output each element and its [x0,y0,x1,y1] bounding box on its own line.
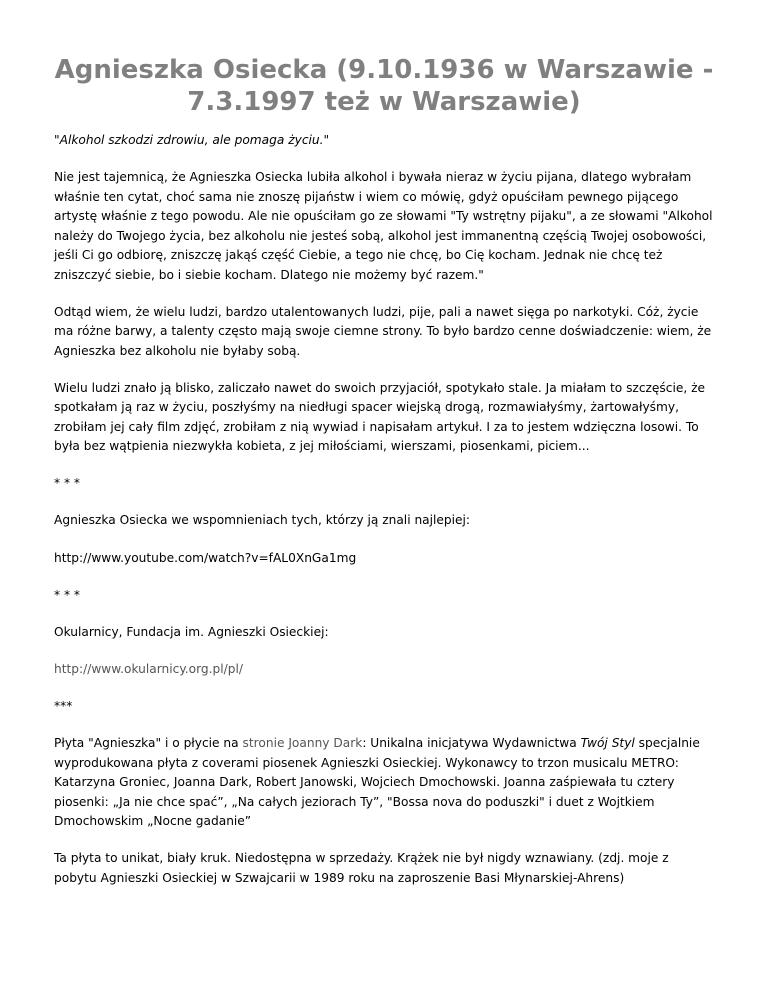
paragraph-meeting: Wielu ludzi znało ją blisko, zaliczało nawet do swoich przyjaciół, spotykało stale. Ja miałam to szczęście, że spotkałam ją raz w życiu, poszłyśmy na niedługi spacer wiejską drogą, rozmawiałyśmy, żartowałyśmy, zrobiłam jej cały film zdjęć, zrobiłam z nią wywiad i napisałam artykuł. I za to jestem wdzięczna losowi. To była bez wątpienia niezwykła kobieta, z jej miłościami, wierszami, piosenkami, piciem... [54,380,705,454]
paragraph-alcohol: Nie jest tajemnicą, że Agnieszka Osiecka lubiła alkohol i bywała nieraz w życiu pijana, dlatego wybrałam właśnie ten cytat, choć sama nie znoszę pijaństw i wiem co mówię, gdyż opuściłam pewnego pijącego artystę właśnie z tego powodu. Ale nie opuściłam go ze słowami "Ty wstrętny pijaku", a ze słowami "Alkohol należy do Twojego życia, bez alkoholu nie jesteś sobą, alkohol jest immanentną częścią Twojej osobowości, jeśli Ci go odbiorę, zniszczę jakąś część Ciebie, a tego nie chcę, bo Cię kocham. Jednak nie chcę też zniszczyć siebie, bo i siebie kocham. Dlatego nie możemy być razem." [54,170,713,282]
closing-paragraph: Ta płyta to unikat, biały kruk. Niedostępna w sprzedaży. Krążek nie był nigdy wznawiany. (zdj. moje z pobytu Agnieszki Osieckiej w Szwajcarii w 1989 roku na zaproszenie Basi Młynarskiej-Ahrens) [54,851,669,885]
page-title: Agnieszka Osiecka (9.10.1936 w Warszawie - 7.3.1997 też w Warszawie) [54,55,714,117]
foundation-heading: Okularnicy, Fundacja im. Agnieszki Osieckiej: [54,624,329,639]
album-paragraph [54,734,714,832]
album-text-start: Płyta "Agnieszka" i o płycie na [54,736,243,751]
foundation-link[interactable]: http://www.okularnicy.org.pl/pl/ [54,661,243,676]
memories-heading: Agnieszka Osiecka we wspomnieniach tych, którzy ją znali najlepiej: [54,513,471,528]
quote-open-mark: " [54,133,60,147]
quote-text: Alkohol szkodzi zdrowiu, ale pomaga życiu. [59,133,324,147]
article-body [54,131,714,888]
youtube-link[interactable]: http://www.youtube.com/watch?v=fAL0XnGa1mg [54,550,357,565]
paragraph-talents: Odtąd wiem, że wielu ludzi, bardzo utalentowanych ludzi, pije, pali a nawet sięga po narkotyki. Cóż, życie ma różne barwy, a talenty często mają swoje ciemne strony. To było bardzo cenne doświadczenie: wiem, że Agnieszka bez alkoholu nie byłaby sobą. [54,304,712,358]
album-text-end: specjalnie wyprodukowana płyta z coverami piosenek Agnieszki Osieckiej. Wykonawcy to trzon musicalu METRO: Katarzyna Groniec, Joanna Dark, Robert Janowski, Wojciech Dmochowski. Joanna zaśpiewała tu cztery piosenki: „Ja nie chce spać”, „Na całych jeziorach Ty”, "Bossa nova do poduszki" i duet z Wojtkiem Dmochowskim „Nocne gadanie” [54,736,700,829]
quote-close-mark: " [323,133,330,147]
joanna-dark-link[interactable]: stronie Joanny Dark [242,736,363,751]
magazine-name: Twój Styl [580,736,635,751]
separator: * * * [54,587,81,602]
quote-paragraph [54,131,714,151]
album-text-middle: : Unikalna inicjatywa Wydawnictwa [362,736,581,751]
separator: *** [54,698,73,713]
separator: * * * [54,476,81,491]
